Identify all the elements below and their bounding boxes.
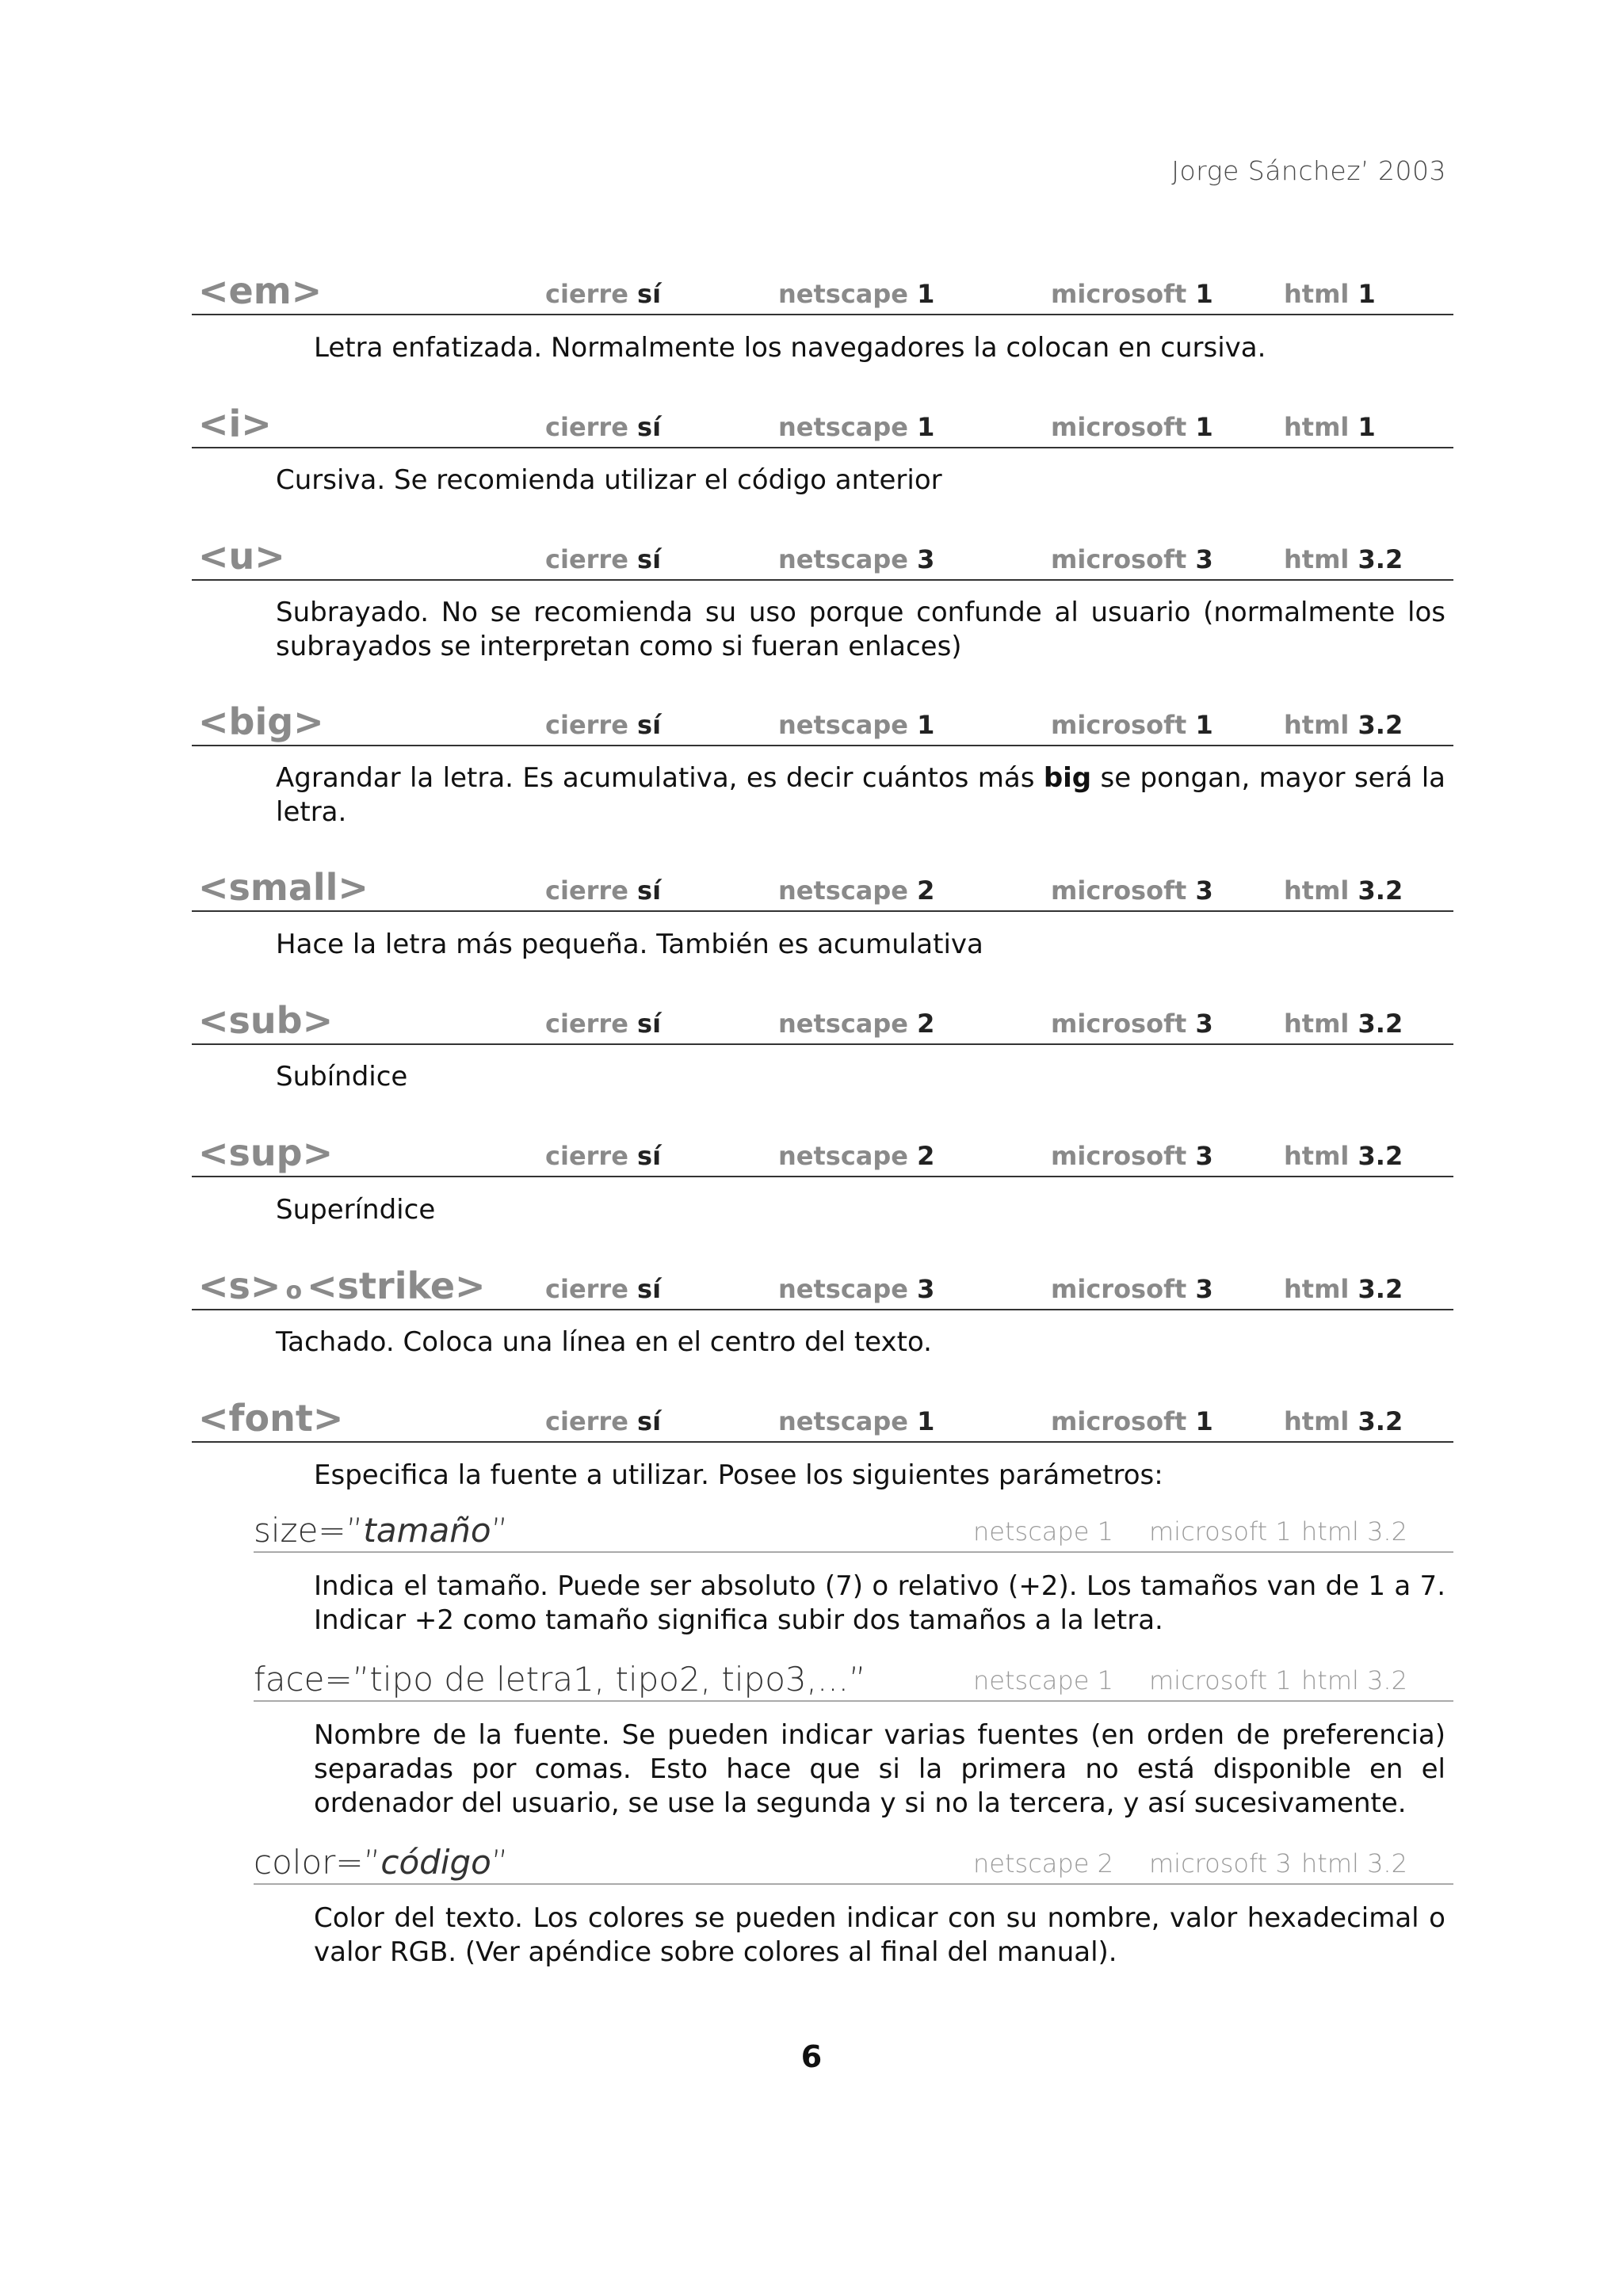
tag-description: Cursiva. Se recomienda utilizar el código anterior (276, 464, 942, 496)
attr-html: html 3.2 (1284, 1274, 1403, 1304)
attr-netscape: netscape 3 (778, 1274, 935, 1304)
tag-row-i (192, 402, 1453, 448)
attr-netscape: netscape 1 (778, 412, 935, 442)
param-name: color=”código” (254, 1843, 509, 1882)
attr-microsoft: microsoft 1 (1051, 412, 1213, 442)
tag-row-small (192, 866, 1453, 912)
param-description: Nombre de la fuente. Se pueden indicar varias fuentes (en orden de preferencia) separadas por comas. Esto hace que si la primera no está disponible en el ordenador del usuario, se use la segunda y si no la tercera, y así sucesivamente. (314, 1719, 1445, 1819)
tag-name: <em> (198, 269, 323, 312)
param-microsoft: microsoft 1 (1149, 1665, 1292, 1695)
param-name: face=”tipo de letra1, tipo2, tipo3,...” (254, 1660, 866, 1699)
running-header: Jorge Sánchez’ 2003 (1171, 155, 1446, 186)
attr-netscape: netscape 2 (778, 875, 935, 906)
tag-name: <s> o <strike> (198, 1264, 486, 1307)
bold-term: big (1043, 762, 1092, 794)
attr-microsoft: microsoft 1 (1051, 710, 1213, 740)
attr-netscape: netscape 1 (778, 1406, 935, 1436)
tag-description: Agrandar la letra. Es acumulativa, es decir cuántos más big se pongan, mayor será la letra. (276, 762, 1445, 828)
tag-row-font (192, 1397, 1453, 1443)
attr-cierre: cierre sí (545, 544, 662, 574)
attr-cierre: cierre sí (545, 1141, 662, 1171)
tag-name: <small> (198, 866, 369, 909)
tag-row-em (192, 269, 1453, 315)
attr-cierre: cierre sí (545, 875, 662, 906)
tag-row-u (192, 535, 1453, 581)
param-description: Indica el tamaño. Puede ser absoluto (7) o relativo (+2). Los tamaños van de 1 a 7. Indicar +2 como tamaño significa subir dos tamaños a la letra. (314, 1570, 1445, 1636)
attr-netscape: netscape 3 (778, 544, 935, 574)
param-netscape: netscape 2 (973, 1848, 1113, 1878)
page-number: 6 (800, 2039, 823, 2074)
param-microsoft: microsoft 1 (1149, 1516, 1292, 1547)
attr-cierre: cierre sí (545, 1009, 662, 1039)
tag-name: <big> (198, 700, 324, 743)
attr-cierre: cierre sí (545, 1406, 662, 1436)
param-row-color (254, 1844, 1453, 1885)
attr-microsoft: microsoft 3 (1051, 1009, 1213, 1039)
tag-description: Subrayado. No se recomienda su uso porque confunde al usuario (normalmente los subrayados se interpretan como si fueran enlaces) (276, 597, 1445, 662)
attr-cierre: cierre sí (545, 710, 662, 740)
attr-cierre: cierre sí (545, 279, 662, 309)
tag-description: Subíndice (276, 1061, 408, 1093)
attr-html: html 1 (1284, 412, 1376, 442)
param-html: html 3.2 (1301, 1848, 1407, 1878)
tag-description: Hace la letra más pequeña. También es acumulativa (276, 929, 983, 960)
attr-microsoft: microsoft 1 (1051, 279, 1213, 309)
param-row-size (254, 1512, 1453, 1553)
tag-row-big (192, 700, 1453, 746)
tag-name: <sup> (198, 1131, 334, 1174)
attr-html: html 3.2 (1284, 1009, 1403, 1039)
attr-netscape: netscape 2 (778, 1009, 935, 1039)
attr-microsoft: microsoft 3 (1051, 875, 1213, 906)
tag-description: Especifica la fuente a utilizar. Posee los siguientes parámetros: (314, 1459, 1163, 1491)
attr-cierre: cierre sí (545, 1274, 662, 1304)
tag-row-strike (192, 1264, 1453, 1310)
param-description: Color del texto. Los colores se pueden indicar con su nombre, valor hexadecimal o valor RGB. (Ver apéndice sobre colores al final del manual). (314, 1902, 1445, 1968)
attr-html: html 3.2 (1284, 544, 1403, 574)
param-row-face (254, 1661, 1453, 1702)
tag-description: Letra enfatizada. Normalmente los navegadores la colocan en cursiva. (314, 332, 1266, 364)
param-netscape: netscape 1 (973, 1665, 1113, 1695)
param-netscape: netscape 1 (973, 1516, 1113, 1547)
param-html: html 3.2 (1301, 1516, 1407, 1547)
attr-cierre: cierre sí (545, 412, 662, 442)
tag-description: Superíndice (276, 1194, 436, 1226)
attr-html: html 3.2 (1284, 875, 1403, 906)
attr-html: html 3.2 (1284, 1406, 1403, 1436)
attr-html: html 3.2 (1284, 1141, 1403, 1171)
tag-row-sub (192, 999, 1453, 1045)
attr-html: html 3.2 (1284, 710, 1403, 740)
attr-html: html 1 (1284, 279, 1376, 309)
param-microsoft: microsoft 3 (1149, 1848, 1292, 1878)
attr-microsoft: microsoft 1 (1051, 1406, 1213, 1436)
tag-name: <i> (198, 402, 272, 445)
tag-description: Tachado. Coloca una línea en el centro del texto. (276, 1326, 932, 1358)
tag-name: <font> (198, 1397, 344, 1440)
attr-microsoft: microsoft 3 (1051, 544, 1213, 574)
attr-netscape: netscape 1 (778, 710, 935, 740)
tag-name: <u> (198, 535, 285, 578)
tag-row-sup (192, 1131, 1453, 1177)
attr-netscape: netscape 2 (778, 1141, 935, 1171)
attr-netscape: netscape 1 (778, 279, 935, 309)
attr-microsoft: microsoft 3 (1051, 1274, 1213, 1304)
tag-name: <sub> (198, 999, 334, 1042)
attr-microsoft: microsoft 3 (1051, 1141, 1213, 1171)
param-name: size=”tamaño” (254, 1511, 509, 1550)
param-html: html 3.2 (1301, 1665, 1407, 1695)
